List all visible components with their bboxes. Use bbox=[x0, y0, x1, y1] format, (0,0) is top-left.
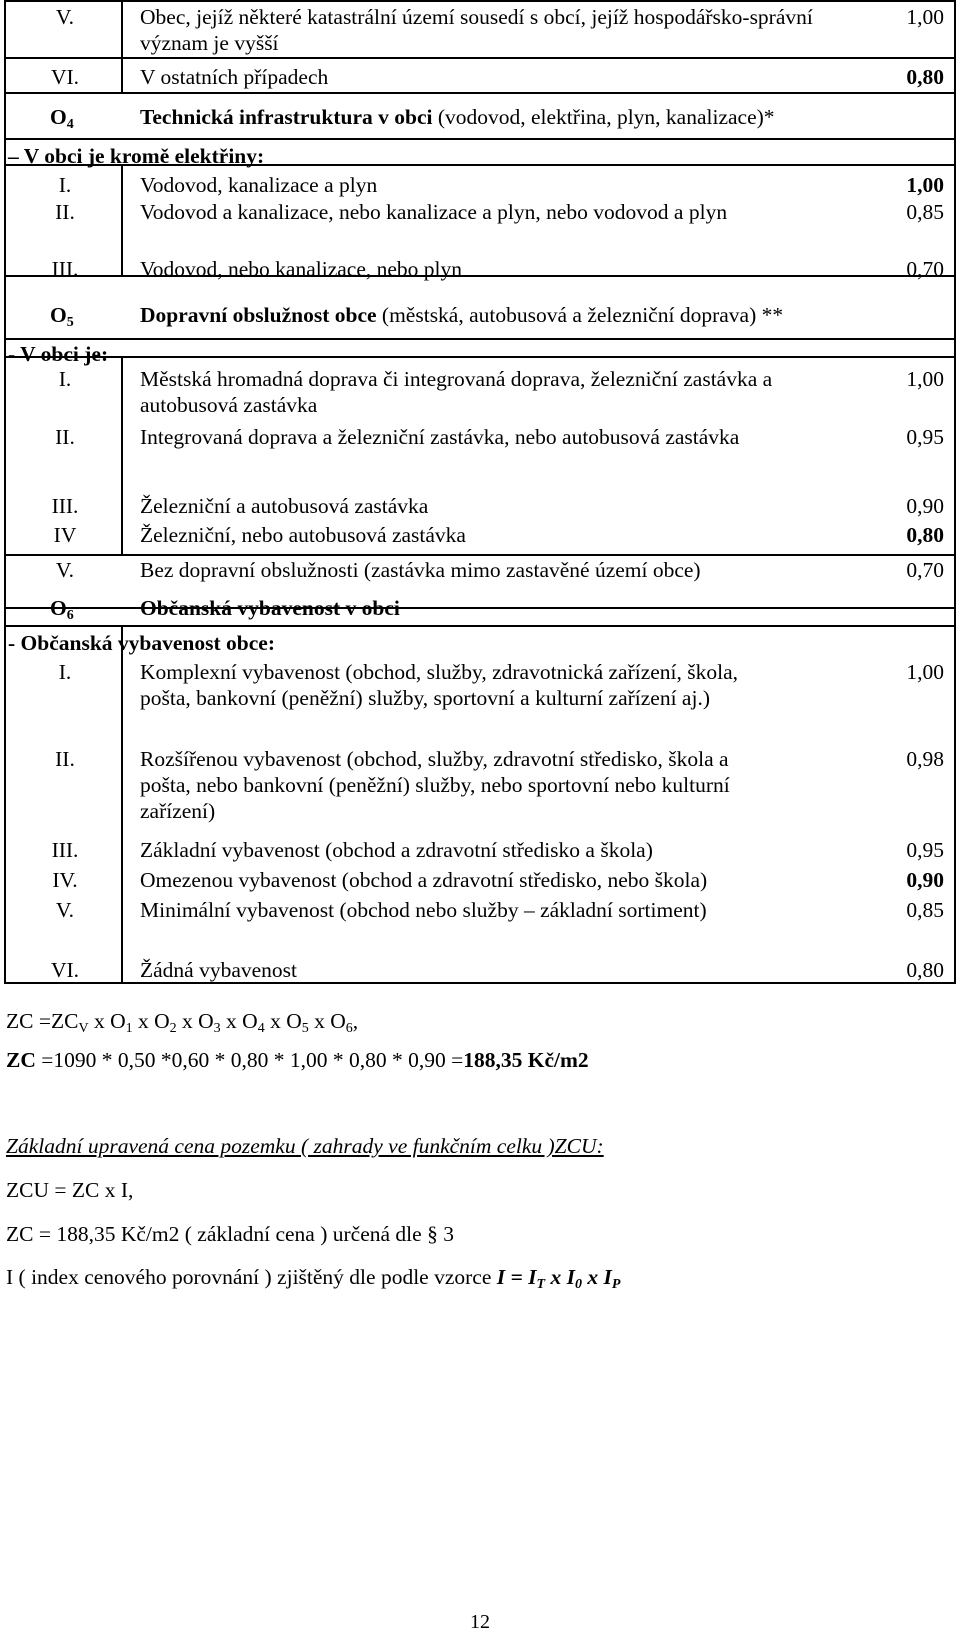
row-roman: V. bbox=[55, 898, 75, 922]
row-text: Železniční a autobusová zastávka bbox=[140, 494, 429, 518]
table-divider bbox=[4, 338, 956, 340]
table-divider bbox=[4, 92, 956, 94]
row-roman: VI. bbox=[50, 65, 80, 89]
table-divider bbox=[4, 625, 956, 627]
row-value: 0,85 bbox=[906, 898, 944, 922]
row-roman: II. bbox=[55, 200, 75, 224]
row-text: Minimální vybavenost (obchod nebo služby – základní sortiment) bbox=[140, 898, 707, 922]
table-divider bbox=[4, 356, 956, 358]
row-text: Obec, jejíž některé katastrální území sousedí s obcí, jejíž hospodářsko-správní význam je vyšší bbox=[140, 5, 813, 55]
page-number: 12 bbox=[470, 1611, 490, 1633]
row-value: 0,85 bbox=[906, 200, 944, 224]
table-col-divider bbox=[121, 357, 123, 555]
row-roman: II. bbox=[55, 425, 75, 449]
row-roman: I. bbox=[58, 660, 72, 684]
zc-calculation: ZC =1090 * 0,50 *0,60 * 0,80 * 1,00 * 0,80 * 0,90 =188,35 Kč/m2 bbox=[6, 1048, 589, 1072]
section-title-o6: Občanská vybavenost v obci bbox=[140, 596, 400, 620]
section-code-o4: $O_4$ bbox=[50, 105, 74, 132]
row-text: Základní vybavenost (obchod a zdravotní středisko a škola) bbox=[140, 838, 653, 862]
row-value: 0,90 bbox=[906, 868, 944, 892]
row-text: Integrovaná doprava a železniční zastávka, nebo autobusová zastávka bbox=[140, 425, 740, 449]
row-roman: I. bbox=[58, 367, 72, 391]
row-text: Vodovod, nebo kanalizace, nebo plyn bbox=[140, 257, 463, 281]
zcu-heading: Základní upravená cena pozemku ( zahrady ve funkčním celku )ZCU: bbox=[6, 1134, 604, 1158]
row-roman: V. bbox=[55, 558, 75, 582]
table-col-divider bbox=[121, 626, 123, 984]
row-roman: V. bbox=[55, 5, 75, 29]
row-roman: III. bbox=[51, 257, 79, 281]
row-value: 1,00 bbox=[906, 367, 944, 391]
row-roman: III. bbox=[51, 838, 79, 862]
row-value: 0,98 bbox=[906, 747, 944, 771]
table-divider bbox=[4, 554, 956, 556]
row-text: Vodovod a kanalizace, nebo kanalizace a plyn, nebo vodovod a plyn bbox=[140, 200, 728, 224]
row-roman: VI. bbox=[50, 958, 80, 982]
row-roman: I. bbox=[58, 173, 72, 197]
row-value: 0,95 bbox=[906, 838, 944, 862]
table-col-divider bbox=[121, 0, 123, 94]
row-text: Bez dopravní obslužnosti (zastávka mimo zastavěné území obce) bbox=[140, 558, 701, 582]
row-value: 0,95 bbox=[906, 425, 944, 449]
row-roman: II. bbox=[55, 747, 75, 771]
row-value: 0,80 bbox=[906, 958, 944, 982]
table-divider bbox=[4, 57, 956, 59]
row-text: Omezenou vybavenost (obchod a zdravotní středisko, nebo škola) bbox=[140, 868, 708, 892]
row-text: Vodovod, kanalizace a plyn bbox=[140, 173, 378, 197]
row-value: 0,70 bbox=[906, 257, 944, 281]
zcu-formula: ZCU = ZC x I, bbox=[6, 1178, 134, 1202]
row-roman: IV. bbox=[52, 868, 78, 892]
row-value: 1,00 bbox=[906, 173, 944, 197]
row-roman: III. bbox=[51, 494, 79, 518]
section-code-o6: $O_6$ bbox=[50, 596, 74, 623]
row-text: V ostatních případech bbox=[140, 65, 329, 89]
section-title-o4: Technická infrastruktura v obci (vodovod, elektřina, plyn, kanalizace)* bbox=[140, 105, 775, 129]
row-value: 1,00 bbox=[906, 660, 944, 684]
row-value: 1,00 bbox=[906, 5, 944, 29]
zc-line: ZC = 188,35 Kč/m2 ( základní cena ) určená dle § 3 bbox=[6, 1222, 454, 1246]
row-value: 0,70 bbox=[906, 558, 944, 582]
group-label-o4: – V obci je kromě elektřiny: bbox=[8, 144, 265, 168]
section-code-o5: $O_5$ bbox=[50, 303, 74, 330]
row-text: Městská hromadná doprava či integrovaná doprava, železniční zastávka a autobusová zastávka bbox=[140, 367, 773, 417]
row-value: 0,90 bbox=[906, 494, 944, 518]
table-col-divider bbox=[121, 165, 123, 276]
group-label-o5: - V obci je: bbox=[8, 342, 109, 366]
row-text: Železniční, nebo autobusová zastávka bbox=[140, 523, 466, 547]
zc-product-formula: ZC $=ZC_V$ x $O_1$ x $O_2$ x $O_3$ x $O_4$ x $O_5$ x $O_6$, bbox=[6, 1009, 359, 1036]
row-text: Komplexní vybavenost (obchod, služby, zdravotnická zařízení, škola, pošta, bankovní (peněžní) služby, sportovní a kulturní zařízení aj.) bbox=[140, 660, 739, 710]
row-value: 0,80 bbox=[906, 65, 944, 89]
row-roman: IV bbox=[53, 523, 77, 547]
index-formula-line: I ( index cenového porovnání ) zjištěný dle podle vzorce $I = I_T$ x $I_0$ x $I_P$ bbox=[6, 1265, 621, 1292]
row-text: Rozšířenou vybavenost (obchod, služby, zdravotní středisko, škola a pošta, nebo bankovní (peněžní) služby, nebo sportovní nebo kulturní zařízení) bbox=[140, 747, 730, 823]
group-label-o6: - Občanská vybavenost obce: bbox=[8, 631, 275, 655]
row-value: 0,80 bbox=[906, 523, 944, 547]
row-text: Žádná vybavenost bbox=[140, 958, 298, 982]
table-divider bbox=[4, 138, 956, 140]
section-title-o5: Dopravní obslužnost obce (městská, autobusová a železniční doprava) ** bbox=[140, 303, 784, 327]
